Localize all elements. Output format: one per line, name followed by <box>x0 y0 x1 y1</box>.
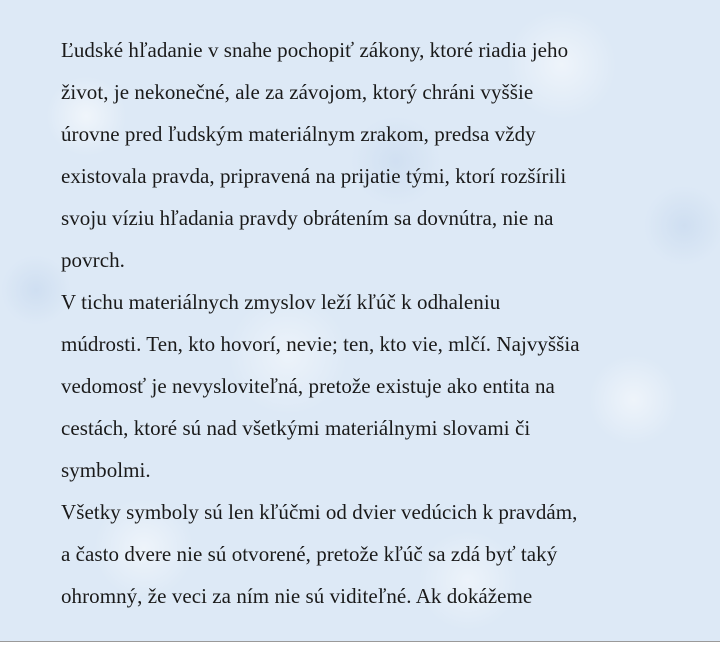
text-line: múdrosti. Ten, kto hovorí, nevie; ten, kto vie, mlčí. Najvyššia <box>61 332 580 356</box>
text-line: symbolmi. <box>61 458 151 482</box>
text-line: cestách, ktoré sú nad všetkými materiálnymi slovami či <box>61 416 531 440</box>
text-line: ohromný, že veci za ním nie sú viditeľné. Ak dokážeme <box>61 584 533 608</box>
body-text <box>61 29 701 617</box>
text-line: život, je nekonečné, ale za závojom, ktorý chráni vyššie <box>61 80 534 104</box>
text-line: Všetky symboly sú len kľúčmi od dvier vedúcich k pravdám, <box>61 500 578 524</box>
text-line: svoju víziu hľadania pravdy obrátením sa dovnútra, nie na <box>61 206 554 230</box>
text-line: povrch. <box>61 248 125 272</box>
text-line: V tichu materiálnych zmyslov leží kľúč k odhaleniu <box>61 290 501 314</box>
text-line: existovala pravda, pripravená na prijatie tými, ktorí rozšírili <box>61 164 567 188</box>
text-line: a často dvere nie sú otvorené, pretože kľúč sa zdá byť taký <box>61 542 558 566</box>
text-line: úrovne pred ľudským materiálnym zrakom, predsa vždy <box>61 122 536 146</box>
text-line: vedomosť je nevysloviteľná, pretože existuje ako entita na <box>61 374 555 398</box>
text-line: Ľudské hľadanie v snahe pochopiť zákony, ktoré riadia jeho <box>61 38 569 62</box>
